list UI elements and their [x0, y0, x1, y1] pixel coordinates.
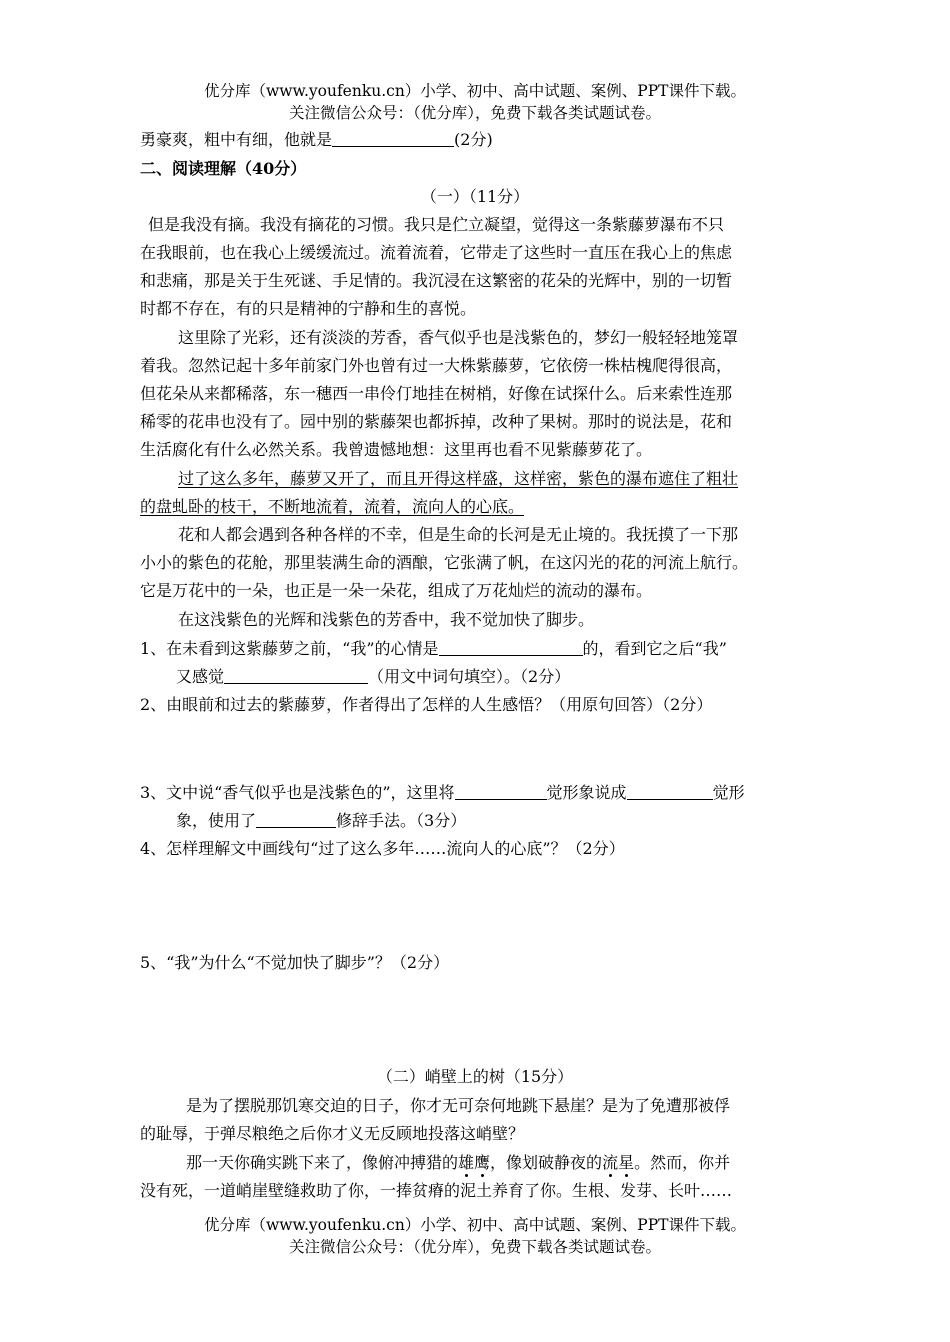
page-header [0, 80, 950, 124]
passage-2-line: 没有死，一道峭崖壁缝救助了你，一捧贫瘠的泥土养育了你。生根、发芽、长叶…… [140, 1181, 733, 1200]
emphasis-char: 鹰 [474, 1153, 491, 1172]
emphasis-char: 流 [602, 1153, 619, 1172]
passage-1-line: 在我眼前，也在我心上缓缓流过。流着流着，它带走了这些时一直压在我心上的焦虑 [140, 243, 733, 262]
passage-2-heading: （二）峭壁上的树（15分） [376, 1067, 574, 1086]
passage-1-line: 时都不存在，有的只是精神的宁静和生的喜悦。 [140, 299, 477, 318]
question-1: 1、在未看到这紫藤萝之前，“我”的心情是 的，看到它之后“我” [140, 639, 727, 658]
passage-1-line: 花和人都会遇到各种各样的不幸，但是生命的长河是无止境的。我抚摸了一下那 [178, 525, 739, 544]
underlined-sentence-line: 的盘虬卧的枝干，不断地流着，流着，流向人的心底。 [140, 497, 525, 516]
passage-1-heading: （一）（11分） [420, 187, 530, 206]
answer-blank[interactable] [224, 667, 368, 684]
passage-2-line: 是为了摆脱那饥寒交迫的日子，你才无可奈何地跳下悬崖？是为了免遭那被俘 [186, 1096, 731, 1115]
answer-blank[interactable] [455, 783, 547, 800]
footer-line-1: 优分库（www.youfenku.cn）小学、初中、高中试题、案例、PPT课件下载。 [203, 1216, 747, 1234]
underlined-sentence-line: 过了这么多年，藤萝又开了，而且开得这样盛，这样密，紫色的瀑布遮住了粗壮 [178, 469, 739, 488]
passage-1-line: 它是万花中的一朵，也正是一朵一朵花，组成了万花灿烂的流动的瀑布。 [140, 581, 653, 600]
emphasis-char: 星 [618, 1153, 635, 1172]
passage-1-line: 在这浅紫色的光辉和浅紫色的芳香中，我不觉加快了脚步。 [178, 610, 595, 629]
header-line-1: 优分库（www.youfenku.cn）小学、初中、高中试题、案例、PPT课件下载。 [203, 82, 747, 100]
question-3: 3、文中说“香气似乎也是浅紫色的”，这里将 觉形象说成 觉形 [140, 783, 745, 802]
emphasis-char: 雄 [458, 1153, 475, 1172]
carryover-question: 勇豪爽，粗中有细，他就是 (2分) [140, 130, 493, 149]
passage-2-line: 的耻辱，于弹尽粮绝之后你才义无反顾地投落这峭壁？ [140, 1124, 525, 1143]
passage-1-line: 小小的紫色的花舱，那里装满生命的酒酿，它张满了帆，在这闪光的花的河流上航行。 [140, 553, 749, 572]
answer-blank[interactable] [439, 639, 583, 656]
page-footer [0, 1214, 950, 1258]
passage-1-line: 生活腐化有什么必然关系。我曾遗憾地想：这里再也看不见紫藤萝花了。 [140, 440, 653, 459]
question-4: 4、怎样理解文中画线句“过了这么多年……流向人的心底”？（2分） [140, 839, 625, 858]
question-5: 5、“我”为什么“不觉加快了脚步”？（2分） [140, 953, 450, 972]
answer-blank[interactable] [256, 811, 336, 828]
passage-2-line: 那一天你确实跳下来了，像俯冲搏猎的雄鹰，像划破静夜的流星。然而，你并 [186, 1153, 731, 1172]
answer-blank [332, 130, 454, 147]
question-3-cont: 象，使用了 修辞手法。（3分） [176, 811, 467, 830]
header-line-2: 关注微信公众号：（优分库），免费下载各类试题试卷。 [288, 104, 661, 122]
passage-1-line: 但花朵从来都稀落，东一穗西一串伶仃地挂在树梢，好像在试探什么。后来索性连那 [140, 384, 733, 403]
answer-blank[interactable] [627, 783, 713, 800]
section-title: 二、阅读理解（40分） [140, 159, 307, 178]
question-2: 2、由眼前和过去的紫藤萝，作者得出了怎样的人生感悟？（用原句回答）（2分） [140, 695, 713, 714]
passage-1-line: 和悲痛，那是关于生死谜、手足情的。我沉浸在这繁密的花朵的光辉中，别的一切暂 [140, 271, 733, 290]
passage-1-line: 但是我没有摘。我没有摘花的习惯。我只是伫立凝望，觉得这一条紫藤萝瀑布不只 [148, 215, 725, 234]
passage-1-line: 着我。忽然记起十多年前家门外也曾有过一大株紫藤萝，它依傍一株枯槐爬得很高， [140, 356, 733, 375]
passage-1-line: 这里除了光彩，还有淡淡的芳香，香气似乎也是浅紫色的，梦幻一般轻轻地笼罩 [178, 328, 739, 347]
question-1-cont: 又感觉 （用文中词句填空）。（2分） [176, 667, 571, 686]
passage-1-line: 稀零的花串也没有了。园中别的紫藤架也都拆掉，改种了果树。那时的说法是，花和 [140, 412, 733, 431]
footer-line-2: 关注微信公众号：（优分库），免费下载各类试题试卷。 [288, 1238, 661, 1256]
